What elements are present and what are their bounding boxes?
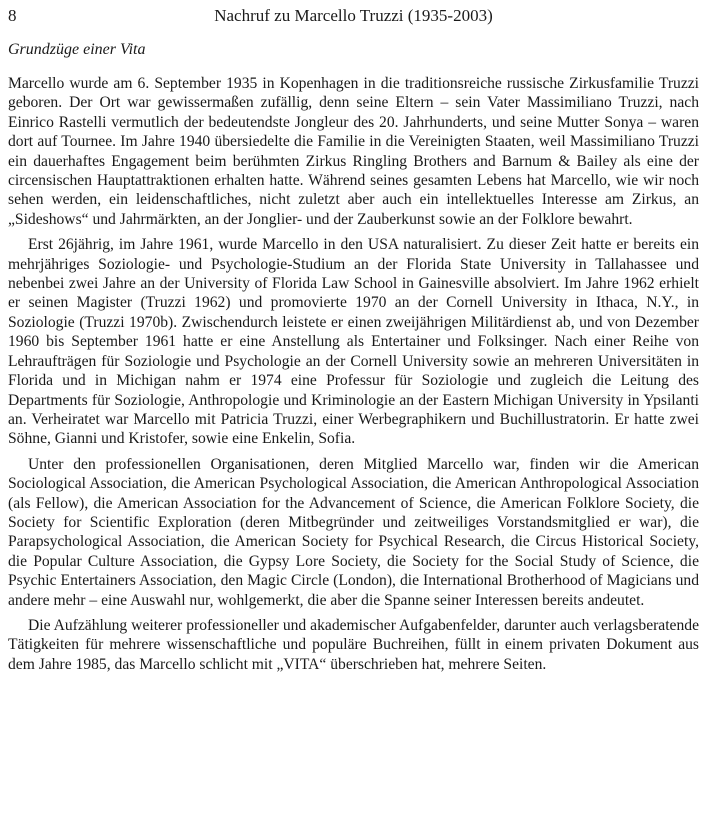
paragraph-4: Die Aufzählung weiterer professioneller und akademischer Aufgabenfelder, darunter auch verlagsberatende Tätigkeiten für mehrere wissenschaftliche und populäre Buchreihen, füllt in einem privaten Dokument aus dem Jahre 1985, das Marcello schlicht mit „VITA“ überschrieben hat, mehrere Seiten.	[8, 616, 699, 673]
running-title: Nachruf zu Marcello Truzzi (1935-2003)	[214, 6, 493, 25]
paragraph-3: Unter den professionellen Organisationen, deren Mitglied Marcello war, finden wir die American Sociological Association, die American Psychological Association, die American Anthropological Association (als Fellow), die American Association for the Advancement of Science, die American Folklore Society, die Society for Scientific Exploration (deren Mitbegründer und zeitweiliges Vorstandsmitglied er war), die Parapsychological Association, die American Society for Psychical Research, die Circus Historical Society, die Popular Culture Association, die Gypsy Lore Society, die Society for the Social Study of Science, die Psychic Entertainers Association, den Magic Circle (London), die International Brotherhood of Magicians und andere mehr – eine Auswahl nur, wohlgemerkt, die aber die Spanne seiner Interessen bereits andeutet.	[8, 455, 699, 609]
paragraph-1: Marcello wurde am 6. September 1935 in Kopenhagen in die traditionsreiche russische Zirkusfamilie Truzzi geboren. Der Ort war gewissermaßen zufällig, denn seine Eltern – sein Vater Massimiliano Truzzi, nach Einrico Rastelli vermutlich der bedeutendste Jongleur des 20. Jahrhunderts, und seine Mutter Sonya – waren dort auf Tournee. Im Jahre 1940 übersiedelte die Familie in die Vereinigten Staaten, weil Massimiliano Truzzi ein dauerhaftes Engagement beim berühmten Zirkus Ringling Brothers and Barnum & Bailey als eine der circensischen Hauptattraktionen erhalten hatte. Während seines gesamten Lebens hat Marcello, wie wir noch sehen werden, ein leidenschaftliches, nicht zuletzt aber auch ein intellektuelles Interesse am Zirkus, an „Sideshows“ und Jahrmärkten, an der Jonglier- und der Zauberkunst sowie an der Folklore bewahrt.	[8, 75, 699, 228]
document-page	[8, 0, 699, 680]
section-heading: Grundzüge einer Vita	[8, 41, 146, 58]
paragraph-2: Erst 26jährig, im Jahre 1961, wurde Marcello in den USA naturalisiert. Zu dieser Zeit hatte er bereits ein mehrjähriges Soziologie- und Psychologie-Studium an der Florida State University in Tallahassee und nebenbei zwei Jahre an der University of Florida Law School in Gainesville absolviert. Im Jahre 1962 erhielt er seinen Magister (Truzzi 1962) und promovierte 1970 an der Cornell University in Ithaca, N.Y., in Soziologie (Truzzi 1970b). Zwischendurch leistete er einen zweijährigen Militärdienst ab, und von Dezember 1960 bis September 1961 hatte er eine Anstellung als Entertainer und Folksinger. Nach einer Reihe von Lehraufträgen für Soziologie und Psychologie an der Cornell University sowie an mehreren Universitäten in Florida und in Michigan nahm er 1974 eine Professur für Soziologie und zugleich die Leitung des Departments für Soziologie, Anthropologie und Kriminologie an der Eastern Michigan University in Ypsilanti an. Verheiratet war Marcello mit Patricia Truzzi, einer Werbegraphikern und Buchillustratorin. Er hatte zwei Söhne, Gianni und Kristofer, sowie eine Enkelin, Sofia.	[8, 236, 699, 448]
page-number: 8	[8, 6, 17, 25]
body-text	[8, 74, 699, 674]
page-header	[8, 0, 699, 30]
